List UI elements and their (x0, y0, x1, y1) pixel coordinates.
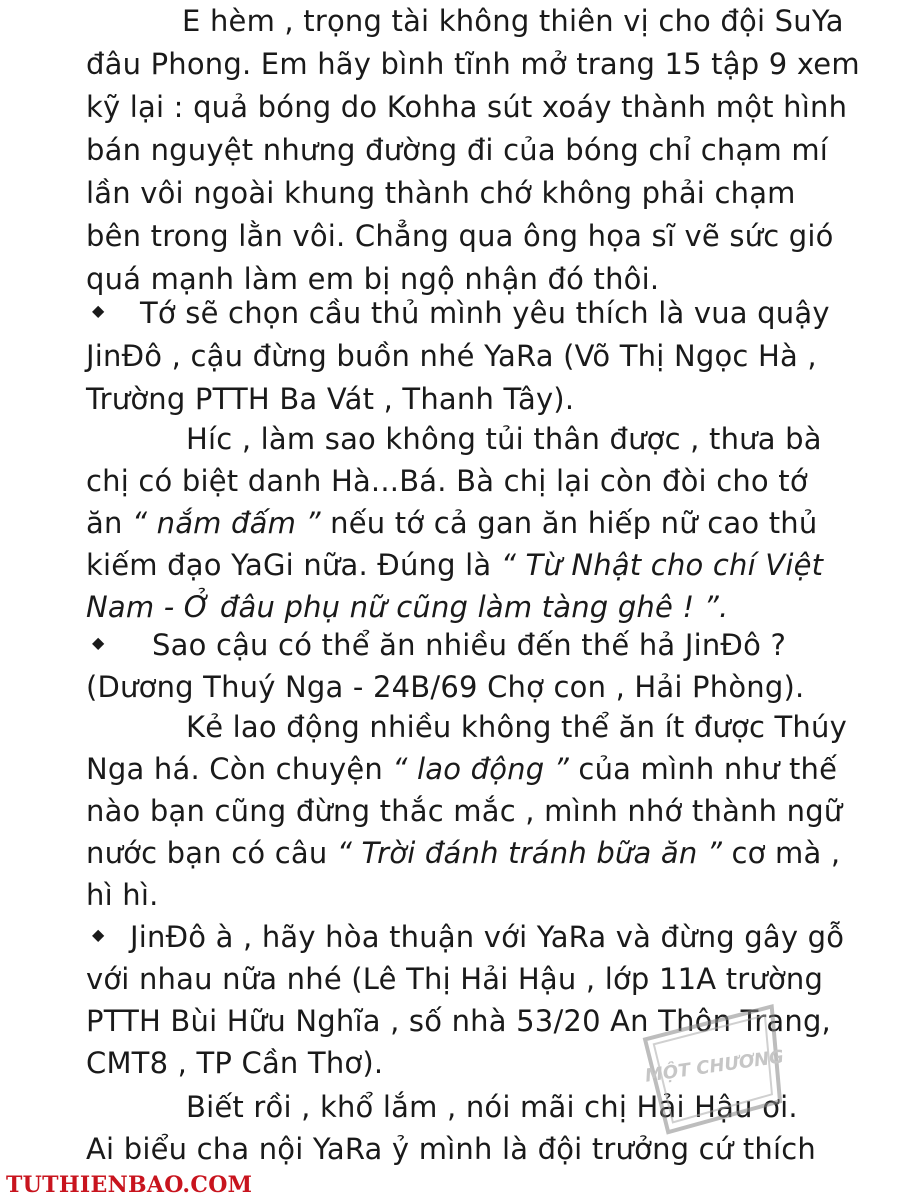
text-line: (Dương Thuý Nga - 24B/69 Chợ con , Hải Phòng). (86, 670, 805, 704)
text-line: Kẻ lao động nhiều không thể ăn ít được Thúy (186, 710, 847, 744)
text-line: nào bạn cũng đừng thắc mắc , mình nhớ thành ngữ (86, 794, 843, 828)
text-line: lần vôi ngoài khung thành chớ không phải chạm (86, 176, 796, 210)
text-line: ăn “ nắm đấm ” nếu tớ cả gan ăn hiếp nữ cao thủ (86, 506, 818, 540)
text-line: nước bạn có câu “ Trời đánh tránh bữa ăn ” cơ mà , (86, 836, 841, 870)
text-line: JinĐô , cậu đừng buồn nhé YaRa (Võ Thị Ngọc Hà , (86, 339, 817, 373)
watermark-text: MỘT CHƯƠNG (643, 1046, 786, 1087)
text-line: bán nguyệt nhưng đường đi của bóng chỉ chạm mí (86, 133, 829, 167)
text-line: kỹ lại : quả bóng do Kohha sút xoáy thành một hình (86, 90, 848, 124)
text-line: chị có biệt danh Hà...Bá. Bà chị lại còn đòi cho tớ (86, 464, 808, 498)
text-line: Tớ sẽ chọn cầu thủ mình yêu thích là vua quậy (140, 296, 830, 330)
text-line: Trường PTTH Ba Vát , Thanh Tây). (86, 382, 575, 416)
text-line: JinĐô à , hãy hòa thuận với YaRa và đừng gây gỗ (130, 920, 845, 954)
text-line: CMT8 , TP Cần Thơ). (86, 1046, 384, 1080)
text-line: quá mạnh làm em bị ngộ nhận đó thôi. (86, 262, 660, 296)
text-line: bên trong lằn vôi. Chẳng qua ông họa sĩ vẽ sức gió (86, 219, 834, 253)
text-line: Biết rồi , khổ lắm , nói mãi chị Hải Hậu ơi. (186, 1090, 798, 1124)
watermark-logo (632, 1000, 797, 1140)
bullet-icon: ◆ (92, 301, 105, 320)
text-line: Ai biểu cha nội YaRa ỷ mình là đội trưởng cứ thích (86, 1132, 816, 1166)
text-line: hì hì. (86, 878, 159, 912)
text-line: với nhau nữa nhé (Lê Thị Hải Hậu , lớp 11A trường (86, 962, 824, 996)
text-line: Nam - Ở đâu phụ nữ cũng làm tàng ghê ! ”. (86, 590, 729, 624)
text-line: đâu Phong. Em hãy bình tĩnh mở trang 15 tập 9 xem (86, 47, 860, 81)
bullet-icon: ◆ (92, 633, 105, 652)
text-line: kiếm đạo YaGi nữa. Đúng là “ Từ Nhật cho chí Việt (86, 548, 824, 582)
text-line: PTTH Bùi Hữu Nghĩa , số nhà 53/20 An Thôn Trang, (86, 1004, 831, 1038)
bullet-icon: ◆ (92, 925, 105, 944)
text-line: Sao cậu có thể ăn nhiều đến thế hả JinĐô ? (152, 628, 787, 662)
text-line: Nga há. Còn chuyện “ lao động ” của mình như thế (86, 752, 838, 786)
footer-site-label: TUTHIENBAO.COM (6, 1172, 253, 1198)
text-line: Híc , làm sao không tủi thân được , thưa bà (186, 422, 822, 456)
text-line: E hèm , trọng tài không thiên vị cho đội SuYa (182, 4, 844, 38)
